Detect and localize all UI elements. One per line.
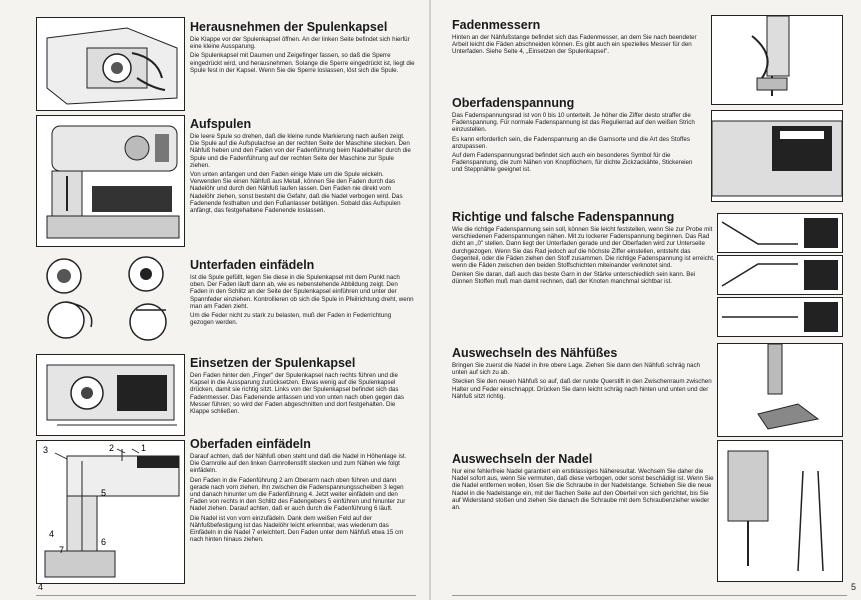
section-title: Oberfaden einfädeln [190, 437, 311, 451]
section-title: Auswechseln der Nadel [452, 452, 593, 466]
label-5: 5 [101, 488, 107, 498]
paragraph: Wie die richtige Fadenspannung sein soll, können Sie leicht feststellen, wenn Sie zur Probe mit verschiedenen Fadenspannungen nähen. Mit zu lockerer Fadenspannung beginnen. Das Rad dicht an „0" stellen. Dann liegt der Unterfaden gerade und der Oberfaden wird zur Unterseite durchgezogen. Wenn Sie das Rad jedoch auf die höchste Ziffer einstellen, entsteht das Gegenteil, oder die Fäden ziehen den Stoff zusammen. Die richtige Fadenspannung ist erreicht, wenn die Fäden zwischen den beiden Stoffschichten miteinander verknotet sind. [452, 226, 715, 270]
paragraph: Darauf achten, daß der Nähfuß oben steht und daß die Nadel in Höhenlage ist. Die Garnrolle auf den linken Garnrollenstift stecken und zum Nähen wie folgt einfädeln. [190, 453, 407, 475]
section-title: Auswechseln des Nähfüßes [452, 346, 618, 360]
right-page [431, 0, 861, 600]
section-title: Unterfaden einfädeln [190, 258, 315, 272]
section-unterfaden [190, 258, 415, 348]
label-1: 1 [141, 443, 147, 453]
figure-upper-threading [36, 440, 185, 584]
paragraph: Die Nadel ist von vorn einzufädeln. Dank dem weißen Feld auf der Nähfußbefestigung ist das Nadelöhr leicht erkennbar, was wiederum das Einfädeln in die Nadel 7 erleichtert. Den Faden unter dem Nähfuß etwa 15 cm nach hinten hinaus ziehen. [190, 514, 404, 544]
paragraph: Den Faden hinter den „Finger" der Spulenkapsel nach rechts führen und die Kapsel in die Aussparung zurücksetzen. Etwas wenig auf die Spulenkapsel drücken, damit sie richtig sitzt. Links von der Spulenkapsel befindet sich das Fadenmesser. Das Fadenende anfassen und von unten nach oben gegen das Messer führen; so wird der Faden abgeschnitten und dort festgehalten. Die Klappe schließen. [190, 372, 404, 416]
section-title: Aufspulen [190, 117, 252, 131]
section-oberfaden [190, 437, 415, 582]
label-3: 3 [43, 445, 49, 455]
figure-thread-cutter [711, 15, 843, 105]
figure-bobbin-case-removal [36, 17, 185, 111]
figure-tension-sample-1 [717, 213, 843, 253]
paragraph: Auf dem Fadenspannungsrad befindet sich auch ein besonderes Symbol für die Fadenspannung, die zum Nähen von Knopflöchern, für dichte Zickzackähte, Stickereien und Steppnähte geeignet ist. [452, 152, 693, 174]
label-4: 4 [49, 529, 55, 539]
page-footer-line [452, 595, 847, 596]
figure-tension-dial [711, 110, 843, 202]
paragraph: Es kann erforderlich sein, die Fadenspannung an die Garnsorte und die Art des Stoffes anzupassen. [452, 135, 690, 150]
paragraph: Das Fadenspannungsrad ist von 0 bis 10 unterteilt. Je höher die Ziffer desto straffer die Fadenspannung. Für normale Fadenspannung ist das Regulierrad auf den weißen Strich einzustellen. [452, 112, 695, 134]
section-einsetzen [190, 356, 415, 440]
section-title: Herausnehmen der Spulenkapsel [190, 20, 388, 34]
paragraph: Von unten anfangen und den Faden einige Male um die Spule wickeln. Verwenden Sie einen Nähfuß aus Metall, können Sie den Faden durch das Nadelöhr und durch den Nähfuß laufen lassen. Den Faden nie direkt vom Nadelöhr ziehen, sonst besteht die Gefahr, daß die Nadel verbogen wird. Das Fadenende festhalten und den Fußanlasser betätigen. Sobald das Aufspulen anfängt, das festgehaltene Fadenende loslassen. [190, 171, 403, 215]
figure-sewing-machine-winding [36, 115, 185, 247]
section-oberfadenspannung [452, 96, 697, 206]
paragraph: Stecken Sie den neuen Nähfuß so auf, daß der runde Querstift in den Zwischenraum zwischen Halter und Feder einschnappt. Drücken Sie dann leicht schräg nach hinten und unten und der Nähfuß sitzt richtig. [452, 378, 712, 400]
figure-tension-sample-2 [717, 255, 843, 295]
paragraph: Ist die Spule gefüllt, legen Sie diese in die Spulenkapsel mit dem Punkt nach oben. Der Faden läuft dann ab, wie es nebenstehende Abbildung zeigt. Den Faden in den Schlitz an der Seite der Spulenkapsel einführen und unter der Spannfeder einziehen. Kontrollieren ob sich die Spule in Pfeilrichtung dreht, wenn man am Faden zieht. [190, 274, 414, 310]
section-aufspulen [190, 117, 415, 247]
section-title: Einsetzen der Spulenkapsel [190, 356, 356, 370]
figure-presser-foot [717, 343, 843, 437]
page-footer-line [36, 595, 416, 596]
paragraph: Um die Feder nicht zu stark zu belasten, muß der Faden in Federrichtung gezogen werden. [190, 312, 392, 327]
paragraph: Den Faden in die Fadenführung 2 am Oberarm nach oben führen und dann gerade nach vorn ziehen. Ihn zwischen die Fadenspannungsscheiben 3 legen und danach hinunter um die Fadenführung 4. Jetzt weiter einfädeln und den Faden von rechts in den Schlitz des Fadengebers 5 einführen und hinunter zur Nadel ziehen. Darauf achten, daß er auch durch die Fadenführung 6 läuft. [190, 476, 406, 513]
paragraph: Bringen Sie zuerst die Nadel in ihre obere Lage. Ziehen Sie dann den Nähfuß schräg nach unten auf sich zu ab. [452, 362, 701, 377]
label-7: 7 [59, 545, 65, 555]
section-title: Oberfadenspannung [452, 96, 575, 110]
paragraph: Die Klappe vor der Spulenkapsel öffnen. An der linken Seite befindet sich hierfür eine kleine Aussparung. [190, 36, 410, 51]
section-richtige [452, 210, 717, 345]
section-title: Fadenmessern [452, 18, 541, 32]
label-6: 6 [101, 537, 107, 547]
paragraph: Nur eine fehlerfreie Nadel garantiert ein erstklassiges Näheresultat. Wechseln Sie daher die Nadel sofort aus, wenn Sie vermuten, daß diese verbogen, oder sonst beschädigt ist. Wenn Sie die Nadel entfernen wollen, lösen Sie die Schraube in der Nadelstange. Schieben Sie die neue Nadel in die Nadelstange ein, mit der flachen Seite auf den Oberteil von sich gerichtet, bis Sie auf Widerstand stoßen und ziehen Sie danach die Schraube mit dem Schraubenzieher wieder an. [452, 468, 714, 512]
figure-needle-change [717, 440, 843, 582]
paragraph: Die leere Spule so drehen, daß die kleine runde Markierung nach außen zeigt. Die Spule auf die Aufspulachse an der rechten Seite der Maschine stecken. Den Nähfuß heben und den Faden von der Fadenführung beim Nadelhalter durch die Spule und die Fadenführung auf der rechten Seite der Maschine zur Spule ziehen. [190, 133, 411, 169]
figure-tension-sample-3 [717, 297, 843, 337]
paragraph: Hinten an der Nähfußstange befindet sich das Fadenmesser, an dem Sie nach beendeter Arbeit leicht die Fäden abschneiden können. Es gibt auch ein spezielles Messer für den Unterfaden. Siehe Seite 4, „Einsetzen der Spulenkapsel". [452, 34, 697, 56]
section-naehfuss [452, 346, 712, 426]
figure-bobbin-threading [36, 252, 183, 342]
label-2: 2 [109, 443, 115, 453]
figure-insert-bobbin-case [36, 354, 185, 436]
left-page [0, 0, 430, 600]
section-spulenkapsel [190, 20, 415, 92]
page-number: 5 [851, 582, 857, 592]
section-title: Richtige und falsche Fadenspannung [452, 210, 675, 224]
section-nadel [452, 452, 717, 582]
paragraph: Die Spulenkapsel mit Daumen und Zeigefinger fassen, so daß die Sperre eingedrückt wird, und herausnehmen. Solange die Sperre eingedrückt ist, liegt die Spule fest in der Kapsel. Wenn Sie die Sperre loslassen, löst sich die Spule. [190, 52, 415, 74]
paragraph: Denken Sie daran, daß auch das beste Garn in der Stärke unterschiedlich sein kann. Bei dünnen Stoffen muß man damit rechnen, daß der Knoten manchmal sichtbar ist. [452, 271, 696, 286]
section-fadenmessern [452, 18, 697, 78]
page-number: 4 [38, 582, 44, 592]
